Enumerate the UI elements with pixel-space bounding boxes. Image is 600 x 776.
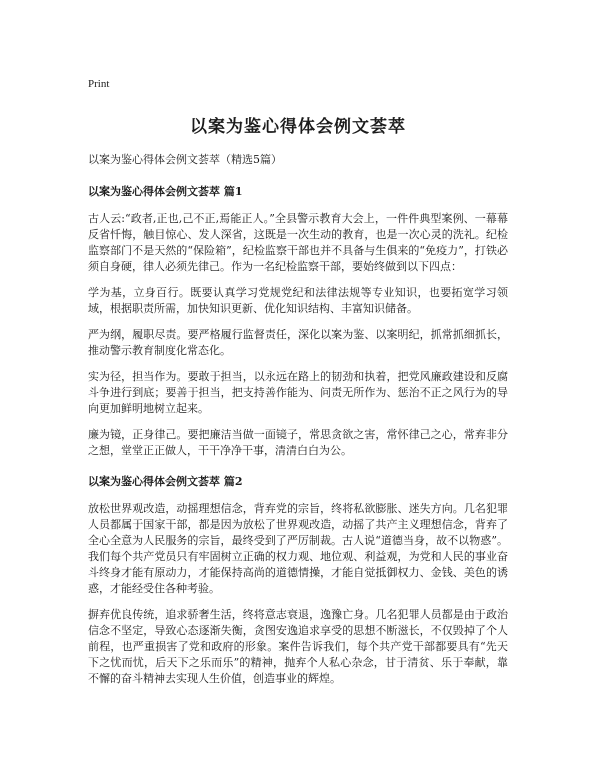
section-1 [88,183,508,459]
paragraph: 严为纲，履职尽责。要严格履行监督责任，深化以案为鉴、以案明纪，抓常抓细抓长，推动警示教育制度化常态化。 [88,328,508,357]
paragraph: 廉为镜，正身律己。要把廉洁当做一面镜子，常思贪欲之害，常怀律己之心，常弃非分之想，堂堂正正做人，干干净净干事，清清白白为公。 [88,428,508,457]
section-2 [88,473,508,687]
paragraph: 学为基，立身百行。既要认真学习党规党纪和法律法规等专业知识，也要拓宽学习领域，根据职责所需，加快知识更新、优化知识结构、丰富知识储备。 [88,286,508,315]
document-subtitle: 以案为鉴心得体会例文荟萃（精选5篇） [88,153,282,166]
print-link[interactable]: Print [88,78,110,90]
paragraph: 摒弃优良传统，追求骄奢生活，终将意志衰退，逸豫亡身。几名犯罪人员都是由于政治信念不坚定，导致心态逐渐失衡，贪图安逸追求享受的思想不断滋长，不仅毁掉了个人前程，也严重损害了党和政府的形象。案件告诉我们，每个共产党干部都要具有“先天下之忧而忧，后天下之乐而乐”的精神，抛弃个人私心杂念，甘于清贫、乐于奉献，靠不懈的奋斗精神去实现人生价值，创造事业的辉煌。 [88,608,508,685]
section-heading: 以案为鉴心得体会例文荟萃 篇1 [88,185,243,198]
paragraph: 实为径，担当作为。要敢于担当，以永远在路上的韧劲和执着，把党风廉政建设和反腐斗争进行到底；要善于担当，把支持善作能为、问责无所作为、惩治不正之风行为的导向更加鲜明地树立起来。 [88,370,508,415]
paragraph: 古人云:“政者,正也,己不正,焉能正人。”全县警示教育大会上，一件件典型案例、一幕幕反省忏悔，触目惊心、发人深省，这既是一次生动的教育，也是一次心灵的洗礼。纪检监察部门不是天然的“保险箱”，纪检监察干部也并不具备与生俱来的“免疫力”，打铁必须自身硬，律人必须先律己。作为一名纪检监察干部，要始终做到以下四点： [88,212,508,273]
section-heading: 以案为鉴心得体会例文荟萃 篇2 [88,475,243,488]
document-title: 以案为鉴心得体会例文荟萃 [190,117,406,137]
paragraph: 放松世界观改造，动摇理想信念，背弃党的宗旨，终将私欲膨胀、迷失方向。几名犯罪人员都属于国家干部，都是因为放松了世界观改造，动摇了共产主义理想信念，背弃了全心全意为人民服务的宗旨，最终受到了严厉制裁。古人说“道德当身，故不以物惑”。我们每个共产党员只有牢固树立正确的权力观、地位观、利益观，为党和人民的事业奋斗终身才能有原动力，才能保持高尚的道德情操，才能自觉抵御权力、金钱、美色的诱惑，才能经受住各种考验。 [88,502,508,595]
